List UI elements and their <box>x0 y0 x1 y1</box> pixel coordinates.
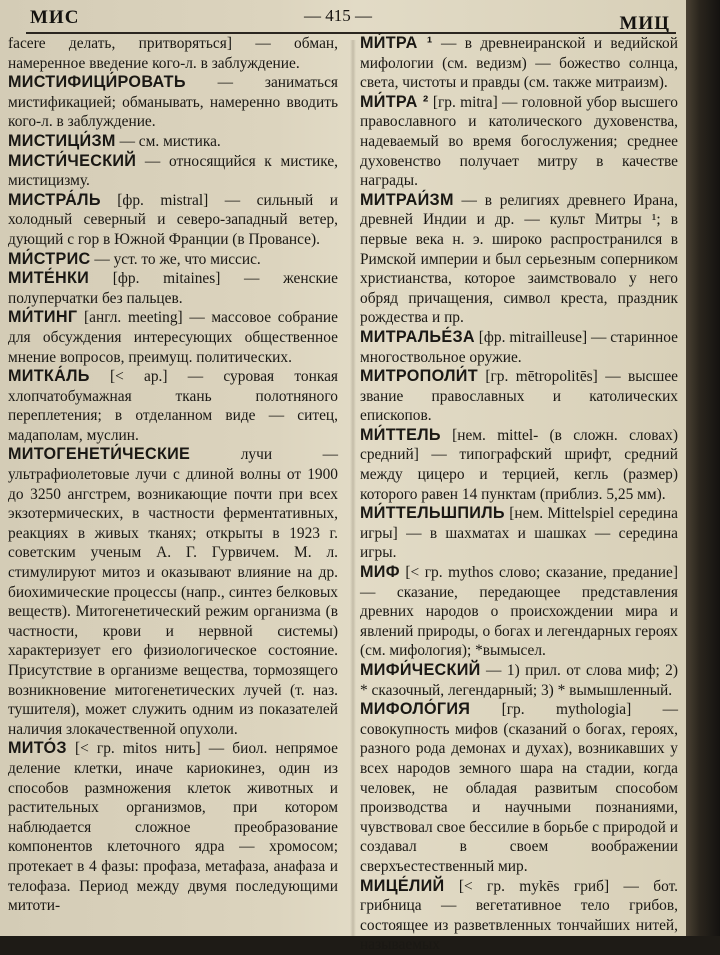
dictionary-entry <box>360 563 678 661</box>
dictionary-entry <box>360 328 678 367</box>
dictionary-entry <box>8 250 338 270</box>
entry-headword: МИСТРА́ЛЬ <box>8 190 101 209</box>
entry-headword: МИЦЕ́ЛИЙ <box>360 876 445 895</box>
entry-definition: лучи — ультрафиолетовые лучи с длиной волны от 1900 до 3250 ангстрем, возникающие почти при всех экзотермических, в частности ферментативных, реакциях в живых тканях; открыты в 1923 г. советским ученым А. Г. Гурвичем. М. л. стимулируют митоз и оказывают влияние на др. биохимические процессы (напр., синтез белковых веществ). Митогенетический режим организма (в частности, крови и нервной системы) характеризует его физиологическое состояние. Присутствие в организме вещества, тормозящего возникновение митогенетических лучей (т. наз. тушителя), может служить одним из показателей наличия злокачественной опухоли. <box>8 446 338 738</box>
dictionary-entry <box>8 191 338 250</box>
entry-definition: [фр. mitaines] — женские полуперчатки без пальцев. <box>8 270 338 307</box>
dictionary-entry <box>360 191 678 328</box>
header-right-guideword: МИЦ <box>619 13 670 34</box>
dictionary-entry <box>8 73 338 132</box>
entry-definition: [гр. mētropolitēs] — высшее звание православных и католических епископов. <box>360 368 678 425</box>
entry-headword: МИ́ТИНГ <box>8 308 78 327</box>
dictionary-entry <box>360 367 678 426</box>
entry-headword: МИФ <box>360 563 400 582</box>
left-column <box>8 34 338 916</box>
dictionary-entry <box>8 445 338 739</box>
dictionary-entry <box>360 34 678 93</box>
column-gutter <box>350 40 356 936</box>
dictionary-entry <box>8 152 338 191</box>
book-edge <box>686 0 720 936</box>
dictionary-entry <box>360 661 678 700</box>
entry-headword: МИТКА́ЛЬ <box>8 367 90 386</box>
running-header <box>0 0 686 36</box>
entry-headword: МИТРАИ́ЗМ <box>360 190 454 209</box>
dictionary-entry <box>360 700 678 876</box>
entry-definition: — заниматься мистификацией; обманывать, намеренно вводить кого-л. в заблуждение. <box>8 74 338 131</box>
entry-definition: [< гр. mykēs гриб] — бот. грибница — вегетативное тело грибов, состоящее из разветвленных тончайших нитей, называемых <box>360 877 678 954</box>
entry-definition: [фр. mitrailleuse] — старинное многоствольное оружие. <box>360 328 678 366</box>
entry-headword: МИТО́З <box>8 739 67 758</box>
entry-headword: МИ́ТТЕЛЬ <box>360 425 441 444</box>
header-left-guideword: МИС <box>30 7 80 28</box>
entry-definition: — уст. то же, что миссис. <box>90 250 261 268</box>
entry-headword: МИТРОПОЛИ́Т <box>360 367 478 386</box>
entry-headword: МИТОГЕНЕТИ́ЧЕСКИЕ <box>8 445 191 464</box>
entry-headword: МИ́ТТЕЛЬШПИЛЬ <box>360 504 505 523</box>
entry-definition: [< гр. mitos нить] — биол. непрямое деление клетки, иначе кариокинез, один из способов размножения клеток животных и растительных организмов, при котором наблюдается сложное преобразование компонентов клеточного ядра — хромосом; протекает в 4 фазы: профаза, метафаза, анафаза и телофаза. Период между двумя последующими митоти- <box>8 740 338 915</box>
entry-definition: facere делать, притворяться] — обман, намеренное введение кого-л. в заблуждение. <box>8 35 338 72</box>
entry-headword: МИ́ТРА ¹ <box>360 34 433 52</box>
dictionary-entry <box>8 269 338 308</box>
right-column <box>360 34 678 955</box>
entry-definition: — в древнеиранской и ведийской мифологии (см. ведизм) — божество солнца, света, чистоты и правды (см. также митраизм). <box>360 35 678 92</box>
entry-headword: МИФИ́ЧЕСКИЙ <box>360 661 481 679</box>
entry-headword: МИСТИФИЦИ́РОВАТЬ <box>8 73 186 92</box>
dictionary-entry <box>360 426 678 504</box>
entry-definition: [фр. mistral] — сильный и холодный северный и северо-западный ветер, дующий с гор в Южной Франции (в Провансе). <box>8 191 338 248</box>
entry-headword: МИТЕ́НКИ <box>8 269 90 288</box>
entry-definition: [англ. meeting] — массовое собрание для обсуждения интересующих общественное мнение вопросов, преимущ. политических. <box>8 309 338 366</box>
dictionary-entry <box>8 132 338 152</box>
dictionary-entry <box>360 877 678 955</box>
entry-definition: — в религиях древнего Ирана, древней Индии и др. — культ Митры ¹; в первые века н. э. широко распространился в Римской империи и был серьезным соперником христианства, которое заимствовало у него обряд причащения, символ креста, праздник рождества и пр. <box>360 191 678 327</box>
entry-definition: — 1) прил. от слова миф; 2) * сказочный, легендарный; 3) * вымышленный. <box>360 662 678 699</box>
dictionary-entry <box>360 504 678 563</box>
entry-headword: МИТРАЛЬЕ́ЗА <box>360 327 475 346</box>
dictionary-entry <box>8 739 338 915</box>
entry-definition: [гр. mythologia] — совокупность мифов (сказаний о богах, героях, разного рода демонах и духах), возникавших у всех народов земного шара на стадии, когда человек, не обладая развитым способом производства и научными познаниями, чувствовал свое бессилие в борьбе с природой и создавал в своем воображении сверхъестественный мир. <box>360 701 678 875</box>
entry-definition: [нем. Mittelspiel середина игры] — в шахматах и шашках — середина игры. <box>360 505 678 562</box>
entry-headword: МИФОЛО́ГИЯ <box>360 700 471 719</box>
dictionary-entry <box>8 308 338 367</box>
entry-definition: [< гр. mythos слово; сказание, предание] — сказание, передающее представления древних народов о происхождении мира и явлений природы, о богах и легендарных героях (см. мифология); *вымысел. <box>360 564 678 660</box>
entry-definition: [гр. mitra] — головной убор высшего православного и католического духовенства, надеваемый во время богослужения; среднее духовенство получает митру в качестве награды. <box>360 93 678 190</box>
entry-headword: МИ́СТРИС <box>8 249 91 268</box>
dictionary-entry <box>8 34 338 73</box>
entry-headword: МИСТИЦИ́ЗМ <box>8 131 116 150</box>
entry-headword: МИ́ТРА ² <box>360 92 429 111</box>
entry-definition: [< ар.] — суровая тонкая хлопчатобумажная ткань полотняного переплетения; в отделанном виде — ситец, мадаполам, муслин. <box>8 368 338 444</box>
entry-definition: — относящийся к мистике, мистицизму. <box>8 152 338 190</box>
entry-definition: — см. мистика. <box>115 132 221 150</box>
entry-headword: МИСТИ́ЧЕСКИЙ <box>8 151 137 170</box>
page-number: — 415 — <box>304 6 372 25</box>
dictionary-entry <box>8 367 338 445</box>
dictionary-entry <box>360 93 678 191</box>
entry-definition: [нем. mittel- (в сложн. словах) средний] — типографский шрифт, средний между цицеро и терцией, кегль (размер) которого равен 14 пунктам (приблиз. 5,25 мм). <box>360 426 678 503</box>
